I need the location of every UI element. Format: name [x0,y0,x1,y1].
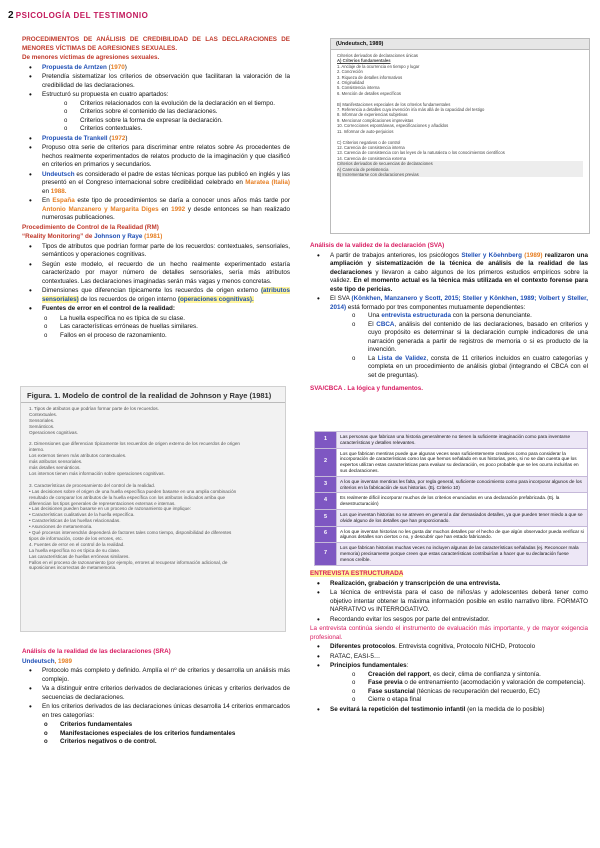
table-row: 3 A los que inventan mentiras les falta, por regla general, suficiente conocimiento como para incorporar algunos de los criterios en la fabricación de sus historias. (Ej. Criterio 10) [315,476,588,493]
list-item: o Cierre o etapa final [342,696,588,705]
list-item: • Realización, grabación y transcripción de una entrevista. [310,580,588,589]
page-number: 2 [8,10,14,21]
list-item: • En los criterios derivados de las declaraciones únicas desarrolla 14 criterios enmarcados en tres categorías: [22,703,290,720]
table-row: 6 A los que inventan historias no les gusta dar muchos detalles por el hecho de que algún observador pueda verificar si algunos detalles son ciertos o no, y descubrir que han estado fabricando. [315,526,588,543]
figure-line: 4. Fuentes de error en el control de la realidad. [29,541,125,547]
page-title: PSICOLOGÍA DEL TESTIMONIO [15,11,149,20]
figure-line: 4. Originalidad [337,80,365,86]
entrevista-list-1 [310,580,588,625]
figure-line: 3. Riqueza de detalles informativos [337,74,403,80]
principios-sublist [342,671,588,705]
list-item: • Propuesta de Trankell (1972) [22,135,290,144]
figure-title: Figura. 1. Modelo de control de la realidad de Johnson y Raye (1981) [21,387,285,403]
figure-line: diferencian los tipos generales de representaciones externas e internas. [29,500,176,506]
figure-line: 3. Características de procesamiento del control de la realidad. [29,482,156,488]
list-item: • Undeutsch es considerado el padre de estas técnicas porque las publicó en inglés y las presentó en el Congreso internacional sobre credibilidad celebrado en Maratea (Italia) en 1988. [22,171,290,197]
list-item: o Fase sustancial (técnicas de recuperación del recuerdo, EC) [342,688,588,697]
figure-line: Criterios derivados de declaraciones únicas [337,53,418,58]
figure-line: tipos de información, coste de los errores, etc. [29,535,123,541]
figure-line: Semánticos. [29,423,55,429]
list-item: o Criterios sobre la forma de expresar la declaración. [54,117,290,126]
entrevista-list-2 [310,643,588,714]
figure-line: • Características cualitativas de la huella específica. [29,512,135,518]
list-item: o Fallos en el proceso de razonamiento. [34,332,290,341]
figure-line: resultado de comparar los atributos de la huella específica con los atributos indicados arriba que [29,494,226,500]
rm-error-sublist [34,315,290,341]
list-item: • Protocolo más completo y definido. Amplía el nº de criterios y desarrolla un análisis más complejo. [22,667,290,684]
subheading-menores: De menores víctimas de agresiones sexuales. [22,54,160,61]
page-header [8,10,148,21]
list-item: • RATAC, EASI-5… [310,653,588,662]
johnson-raye-figure [20,386,286,632]
sva-sublist [342,312,588,380]
list-item: o Criterios relacionados con la evolución de la declaración en el tiempo. [54,100,290,109]
arntzen-list [22,64,290,223]
rm-list [22,243,290,314]
figure-line: Operaciones cognitivas. [29,429,79,435]
sra-list [22,667,290,720]
figure-line: 2. Dimensiones que diferencian típicamente los recuerdos de origen externo de los recuerdos de origen [29,441,240,447]
list-item: • Pretendía sistematizar los criterios de observación que facilitaran la valoración de la credibilidad de las declaraciones. [22,73,290,90]
subheading-sva: Análisis de la validez de la declaración (SVA) [310,242,445,249]
figure-line: B) Manifestaciones especiales de los criterios fundamentales [337,101,451,107]
sva-list [310,252,588,381]
list-item: • Principios fundamentales: o Creación del rapport, es decir, clima de confianza y sintonía. o Fase previa o de entrenamiento (acomodación y valoración de competencia). o Fase sustancial (técnicas de recuperación del recuerdo, EC) o Cierre o etapa final [310,662,588,705]
figure-line: 5. Consistencia interna [337,85,380,91]
figure-line: 1. Anclaje de la ocurrencia en tiempo y lugar [337,63,420,69]
figure-line: Criterios derivados de secuencias de declaraciones [337,161,583,166]
subheading-sra: Análisis de la realidad de las declaraciones (SRA) [22,648,171,655]
figure-line: Los externos tienen más atributos contextuales. [29,453,127,459]
figure-body [331,50,589,180]
list-item: o Criterios sobre el contenido de las declaraciones. [54,108,290,117]
subheading-reality-monitoring: “Reality Monitoring” de Johnson y Raye (1981) [22,233,163,240]
list-item: • Recordando evitar los sesgos por parte del entrevistador. [310,616,588,625]
figure-line: • Qué procesos intervendrán dependerá de factores tales como tiempo, disponibilidad de diferentes [29,530,232,536]
list-item: • Propuesta de Arntzen (1970) [22,64,290,73]
figure-line: interno. [29,447,45,453]
table-row: 1 Las personas que fabrican una historia generalmente no tienen la suficiente imaginación como para inventarse características y detalles relevantes. [315,432,588,449]
figure-line: 12. Carencia de consistencia interna [337,144,405,150]
figure-line: • Las decisiones sobre el origen de una huella específica pueden basarse en una amplia combinación [29,488,237,494]
sra-author: Undeutsch, 1989 [22,657,73,665]
sva-cbca-table [314,431,588,566]
figure-body [21,403,285,574]
table-row: 4 Es realmente difícil incorporar muchos de los criterios enunciados en una declaración prefabricada. (Ej. la desestructuración) [315,493,588,510]
subheading-rm: Procedimiento de Control de la Realidad (RM) [22,223,159,231]
undeutsch-criteria-figure [330,38,590,234]
figure-line: 1. Tipos de atributos que podrían formar parte de los recuerdos. [29,406,159,411]
figure-line: • Asunciones de metamemoria. [29,524,93,530]
figure-line: 6. Mención de detalles específicos [337,90,402,96]
list-item: • A partir de trabajos anteriores, los psicólogos Steller y Köehnberg (1989) realizaron una ampliación y sistematización de la técnica de análisis de la realidad de las declaraciones y llevaron a cabo algunos de los primeros estudios empíricos sobre la validez. En el momento actual es la técnica más utilizada en el contexto forense para este tipo de pericias. [310,252,588,295]
figure-line: 14. Carencia de consistencia externa [337,155,406,161]
list-item: • Diferentes protocolos. Entrevista cognitiva, Protocolo NICHD, Protocolo [310,643,588,652]
list-item: o El CBCA, análisis del contenido de las declaraciones, basado en criterios y cuyo propósito es determinar si la declaración cumple indicadores de una narración generada a partir de registros de memoria o si es producto de la invención. [342,321,588,355]
section-heading-procedimientos: PROCEDIMIENTOS DE ANÁLISIS DE CREDIBILIDAD DE LAS DECLARACIONES DE MENORES VÍCTIMAS DE AGRESIONES SEXUALES. [22,36,290,52]
list-item: o La Lista de Validez, consta de 11 criterios incluidos en cuatro categorías y completa en un procedimiento de análisis global (integrando el CBCA con el set de preguntas). [342,355,588,381]
figure-line: 7. Referencia a detalles cuya invención iría más allá de la capacidad del testigo [337,107,485,113]
list-item: • El SVA (Könkhen, Manzanero y Scott, 2015; Steller y Könkhen, 1989; Volbert y Steller, 2014) está formado por tres componentes mutuamente dependientes: o Una entrevista estructurada con la persona denunciante. o El CBCA, análisis del contenido de las declaraciones, basado en criterios y cuyo propósito es determinar si la declaración cumple indicadores de una narración generada a partir de registros de memoria o si es producto de la invención. o La Lista de Validez, consta de 11 criterios incluidos en cuatro categorías y completa en un procedimiento de análisis global (integrando el CBCA con el set de preguntas). [310,295,588,380]
figure-line: Las características de huellas erróneas similares. [29,553,130,559]
table-row: 2 Los que fabrican mentiras puede que algunas veces sean suficientemente creativos como para considerar la incorporación de características como las que hemos señalado en sus historias, pero, si no se dan cuenta que los expertos utilizan estas características para evaluar su declaración, es poco probable que se les ocurra incluirlas en sus declaraciones. [315,448,588,476]
list-item: o Criterios fundamentales [34,721,290,730]
list-item: • En España este tipo de procedimientos se daría a conocer unos años más tarde por Antonio Manzanero y Margarita Diges en 1992 y desde entonces se han realizado numerosas publicaciones. [22,197,290,223]
list-item: • Va a distinguir entre criterios derivados de declaraciones únicas y criterios derivados de secuencias de declaraciones. [22,685,290,702]
table-row: 7 Los que fabrican historias muchas veces no incluyen algunas de las características señaladas (ej. Reconocer mala memoria) precisamente porque creen que estas características contribuirían a hacer que su declaración fuese menos creíble. [315,543,588,565]
list-item: o Las características erróneas de huellas similares. [34,323,290,332]
figure-line: C) Criterios negativos o de control [337,139,401,145]
entrevista-intro: La entrevista continúa siendo el instrumento de evaluación más importante, y de mayor exigencia profesional. [310,625,588,641]
list-item: • Tipos de atributos que podrían formar parte de los recuerdos: contextuales, sensoriales, semánticos y operaciones cognitivas. [22,243,290,260]
list-item: o Fase previa o de entrenamiento (acomodación y valoración de competencia). [342,679,588,688]
figure-line: 10. Correcciones espontáneas, especificaciones y añadidos [337,123,449,129]
list-item: o Criterios negativos o de control. [34,738,290,747]
figure-line: Fallos en el proceso de razonamiento (por ejemplo, errores al recuperar información adicional, de [29,559,228,565]
figure-line: A) Carencia de persistencia [337,167,583,172]
table-row: 5 Los que inventan historias no se atreven en general a dar demasiados detalles, ya que pueden tener miedo a que se olvide alguno de los detalles que han proporcionado. [315,509,588,526]
left-column [22,36,290,340]
figure-line: 11. Informar de auto-perjuicios [337,128,394,134]
subheading-sva-cbca: SVA/CBCA . La lógica y fundamentos. [310,385,424,392]
figure-line: 2. Concreción [337,69,363,75]
figure-line: Sensoriales. [29,417,55,423]
figure-line: Contextuales. [29,411,58,417]
list-item: • Se evitará la repetición del testimonio infantil (en la medida de lo posible) [310,706,588,715]
figure-line: 8. Informar de experiencias subjetivas [337,112,408,118]
figure-line: • Las decisiones pueden basarse en un proceso de razonamiento que implique: [29,506,191,512]
sra-section [22,648,290,747]
list-item: o Creación del rapport, es decir, clima de confianza y sintonía. [342,671,588,680]
figure-line: más detalles semánticos. [29,465,81,471]
sra-sublist [34,721,290,747]
figure-line: 9. Mencionar complicaciones imprevistas [337,117,414,123]
list-item: • Dimensiones que diferencian típicamente los recuerdos de origen externo (atributos sensoriales) de los recuerdos de origen interno (operaciones cognitivas). [22,287,290,304]
figure-line: • Características de las huellas relacionadas. [29,518,121,524]
figure-title: (Undeutsch, 1989) [331,39,589,50]
figure-line: más atributos sensoriales. [29,459,83,465]
list-item: o Criterios contextuales. [54,125,290,134]
sva-section [310,242,588,395]
subheading-entrevista: ENTREVISTA ESTRUCTURADA [310,570,404,577]
figure-line: A) Criterios fundamentales [337,58,391,64]
figure-line: suposiciones incorrectas de metamemoria. [29,565,117,571]
list-item: o Manifestaciones especiales de los criterios fundamentales [34,730,290,739]
arntzen-sublist [54,100,290,134]
figure-line: 13. Carencia de consistencia con las leyes de la naturaleza o los conocimientos científicos [337,150,505,156]
list-item: • Propuso otra serie de criterios para discriminar entre relatos sobre As procedentes de hechos realmente experimentados de relatos producto de la imaginación y que clasificó en criterios en primarios y secundarios. [22,144,290,170]
list-item: • La técnica de entrevista para el caso de niños/as y adolescentes deberá tener como objetivo intentar obtener la máxima información posible en estilo narrativo libre. FORMATO NARRATIVO vs INTERROGATIVO. [310,589,588,615]
list-item: • Según este modelo, el recuerdo de un hecho realmente experimentado estaría caracterizado por mayor número de detalles sensoriales, sería más atributos contextuales. Las declaraciones imaginadas serán más vagas y menos concretas. [22,261,290,287]
figure-line: Los internos tienen más información sobre operaciones cognitivas. [29,470,165,476]
list-item: • Estructuró su propuesta en cuatro apartados: o Criterios relacionados con la evolución de la declaración en el tiempo. o Criterios sobre el contenido de las declaraciones. o Criterios sobre la forma de expresar la declaración. o Criterios contextuales. [22,91,290,134]
figure-line: B) Incrementarse con declaraciones previas [337,172,583,177]
figure-line: La huella específica no es típica de su clase. [29,547,121,553]
list-item: • Fuentes de error en el control de la realidad: [22,305,290,314]
entrevista-section [310,570,588,715]
list-item: o La huella específica no es típica de su clase. [34,315,290,324]
list-item: o Una entrevista estructurada con la persona denunciante. [342,312,588,321]
